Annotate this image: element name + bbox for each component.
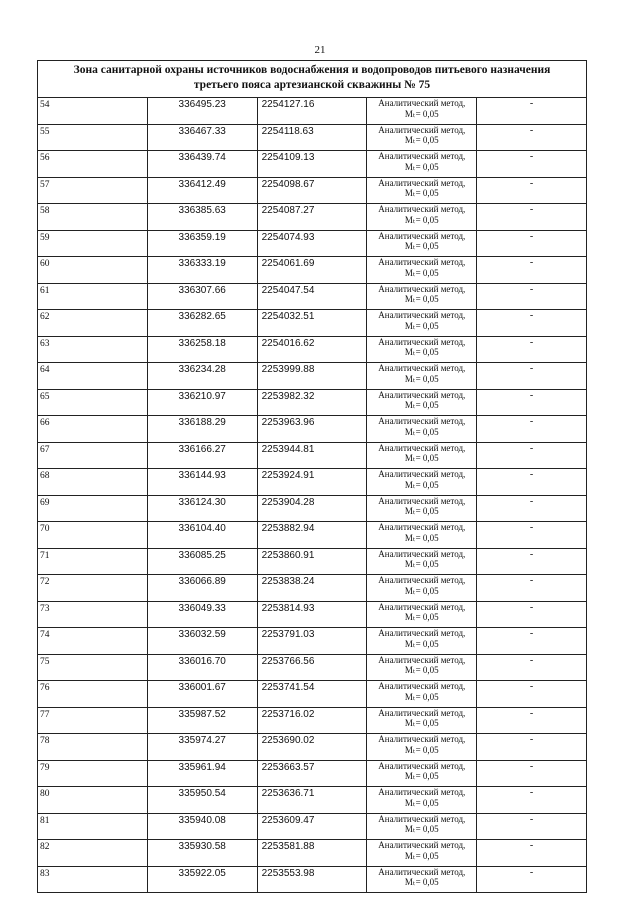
- point-number-cell: 56: [38, 151, 148, 178]
- method-cell: [367, 98, 477, 125]
- table-row: [38, 257, 587, 284]
- method-cell: [367, 601, 477, 628]
- table-row: [38, 813, 587, 840]
- mark-cell: -: [477, 866, 587, 893]
- point-number-cell: 65: [38, 389, 148, 416]
- method-label: Аналитический метод,: [378, 495, 466, 506]
- method-cell: [367, 522, 477, 549]
- point-number-cell: 80: [38, 787, 148, 814]
- table-row: [38, 601, 587, 628]
- mark-cell: -: [477, 628, 587, 655]
- point-number-cell: 60: [38, 257, 148, 284]
- method-cell: [367, 389, 477, 416]
- method-label: Аналитический метод,: [378, 787, 466, 797]
- accuracy-label: Mₜ= 0,05: [404, 294, 439, 304]
- accuracy-label: Mₜ= 0,05: [404, 718, 439, 728]
- y-coordinate-cell: 2253924.91: [257, 469, 367, 496]
- table-row: [38, 681, 587, 708]
- method-cell: [367, 654, 477, 681]
- method-label: Аналитический метод,: [378, 98, 466, 108]
- accuracy-label: Mₜ= 0,05: [404, 373, 439, 384]
- accuracy-label: Mₜ= 0,05: [404, 108, 439, 119]
- point-number-cell: 79: [38, 760, 148, 787]
- method-cell: [367, 495, 477, 522]
- title-line-2: третьего пояса артезианской скважины № 75: [193, 79, 431, 91]
- x-coordinate-cell: 336258.18: [147, 336, 257, 363]
- point-number-cell: 81: [38, 813, 148, 840]
- mark-cell: -: [477, 734, 587, 761]
- method-label: Аналитический метод,: [378, 336, 466, 347]
- x-coordinate-cell: 335961.94: [147, 760, 257, 787]
- mark-cell: -: [477, 522, 587, 549]
- x-coordinate-cell: 335930.58: [147, 840, 257, 867]
- mark-cell: -: [477, 601, 587, 628]
- mark-cell: -: [477, 495, 587, 522]
- mark-cell: -: [477, 283, 587, 310]
- mark-cell: -: [477, 257, 587, 284]
- y-coordinate-cell: 2253814.93: [257, 601, 367, 628]
- point-number-cell: 64: [38, 363, 148, 390]
- y-coordinate-cell: 2253741.54: [257, 681, 367, 708]
- method-label: Аналитический метод,: [378, 363, 466, 373]
- table-row: [38, 363, 587, 390]
- method-cell: [367, 204, 477, 231]
- accuracy-label: Mₜ= 0,05: [404, 267, 439, 278]
- mark-cell: -: [477, 760, 587, 787]
- table-row: [38, 204, 587, 231]
- mark-cell: -: [477, 707, 587, 734]
- x-coordinate-cell: 336210.97: [147, 389, 257, 416]
- accuracy-label: Mₜ= 0,05: [404, 506, 439, 516]
- mark-cell: -: [477, 813, 587, 840]
- table-row: [38, 787, 587, 814]
- method-cell: [367, 787, 477, 814]
- point-number-cell: 82: [38, 840, 148, 867]
- accuracy-label: Mₜ= 0,05: [404, 585, 439, 596]
- accuracy-label: Mₜ= 0,05: [404, 850, 439, 861]
- method-label: Аналитический метод,: [378, 681, 466, 691]
- x-coordinate-cell: 335987.52: [147, 707, 257, 734]
- point-number-cell: 74: [38, 628, 148, 655]
- table-title-row: [38, 61, 587, 98]
- accuracy-label: Mₜ= 0,05: [404, 638, 439, 649]
- y-coordinate-cell: 2254074.93: [257, 230, 367, 257]
- mark-cell: -: [477, 363, 587, 390]
- method-label: Аналитический метод,: [378, 151, 466, 161]
- accuracy-label: Mₜ= 0,05: [404, 320, 439, 331]
- mark-cell: -: [477, 787, 587, 814]
- x-coordinate-cell: 336333.19: [147, 257, 257, 284]
- x-coordinate-cell: 335940.08: [147, 813, 257, 840]
- point-number-cell: 76: [38, 681, 148, 708]
- x-coordinate-cell: 336188.29: [147, 416, 257, 443]
- method-cell: [367, 469, 477, 496]
- method-cell: [367, 283, 477, 310]
- point-number-cell: 83: [38, 866, 148, 893]
- accuracy-label: Mₜ= 0,05: [404, 691, 439, 702]
- mark-cell: -: [477, 416, 587, 443]
- mark-cell: -: [477, 124, 587, 151]
- accuracy-label: Mₜ= 0,05: [404, 347, 439, 357]
- method-label: Аналитический метод,: [378, 469, 466, 479]
- y-coordinate-cell: 2253791.03: [257, 628, 367, 655]
- y-coordinate-cell: 2254087.27: [257, 204, 367, 231]
- point-number-cell: 72: [38, 575, 148, 602]
- table-row: [38, 230, 587, 257]
- table-row: [38, 707, 587, 734]
- table-row: [38, 389, 587, 416]
- point-number-cell: 68: [38, 469, 148, 496]
- point-number-cell: 77: [38, 707, 148, 734]
- accuracy-label: Mₜ= 0,05: [404, 612, 439, 622]
- point-number-cell: 70: [38, 522, 148, 549]
- y-coordinate-cell: 2253904.28: [257, 495, 367, 522]
- table-row: [38, 734, 587, 761]
- accuracy-label: Mₜ= 0,05: [404, 188, 439, 198]
- accuracy-label: Mₜ= 0,05: [404, 214, 439, 225]
- method-label: Аналитический метод,: [378, 283, 466, 294]
- point-number-cell: 75: [38, 654, 148, 681]
- method-cell: [367, 151, 477, 178]
- mark-cell: -: [477, 442, 587, 469]
- method-cell: [367, 442, 477, 469]
- point-number-cell: 58: [38, 204, 148, 231]
- x-coordinate-cell: 335950.54: [147, 787, 257, 814]
- y-coordinate-cell: 2253636.71: [257, 787, 367, 814]
- accuracy-label: Mₜ= 0,05: [404, 877, 439, 887]
- x-coordinate-cell: 336234.28: [147, 363, 257, 390]
- point-number-cell: 54: [38, 98, 148, 125]
- y-coordinate-cell: 2253690.02: [257, 734, 367, 761]
- table-title: [38, 61, 587, 98]
- mark-cell: -: [477, 98, 587, 125]
- table-row: [38, 124, 587, 151]
- method-cell: [367, 230, 477, 257]
- y-coordinate-cell: 2254032.51: [257, 310, 367, 337]
- x-coordinate-cell: 336144.93: [147, 469, 257, 496]
- x-coordinate-cell: 336467.33: [147, 124, 257, 151]
- y-coordinate-cell: 2253963.96: [257, 416, 367, 443]
- mark-cell: -: [477, 230, 587, 257]
- y-coordinate-cell: 2254047.54: [257, 283, 367, 310]
- mark-cell: -: [477, 177, 587, 204]
- x-coordinate-cell: 336385.63: [147, 204, 257, 231]
- y-coordinate-cell: 2253663.57: [257, 760, 367, 787]
- table-row: [38, 469, 587, 496]
- method-cell: [367, 548, 477, 575]
- accuracy-label: Mₜ= 0,05: [404, 479, 439, 490]
- method-cell: [367, 336, 477, 363]
- y-coordinate-cell: 2254109.13: [257, 151, 367, 178]
- method-label: Аналитический метод,: [378, 601, 466, 612]
- y-coordinate-cell: 2254061.69: [257, 257, 367, 284]
- table-row: [38, 548, 587, 575]
- method-label: Аналитический метод,: [378, 177, 466, 188]
- method-label: Аналитический метод,: [378, 813, 466, 824]
- method-label: Аналитический метод,: [378, 575, 466, 585]
- mark-cell: -: [477, 389, 587, 416]
- table-row: [38, 840, 587, 867]
- point-number-cell: 67: [38, 442, 148, 469]
- table-row: [38, 283, 587, 310]
- y-coordinate-cell: 2254098.67: [257, 177, 367, 204]
- x-coordinate-cell: 335974.27: [147, 734, 257, 761]
- point-number-cell: 59: [38, 230, 148, 257]
- y-coordinate-cell: 2254127.16: [257, 98, 367, 125]
- method-label: Аналитический метод,: [378, 707, 466, 718]
- table-row: [38, 495, 587, 522]
- y-coordinate-cell: 2253766.56: [257, 654, 367, 681]
- x-coordinate-cell: 336001.67: [147, 681, 257, 708]
- method-cell: [367, 628, 477, 655]
- method-cell: [367, 734, 477, 761]
- point-number-cell: 55: [38, 124, 148, 151]
- point-number-cell: 63: [38, 336, 148, 363]
- x-coordinate-cell: 336439.74: [147, 151, 257, 178]
- method-label: Аналитический метод,: [378, 866, 466, 877]
- method-cell: [367, 124, 477, 151]
- table-row: [38, 442, 587, 469]
- accuracy-label: Mₜ= 0,05: [404, 744, 439, 755]
- method-cell: [367, 575, 477, 602]
- method-label: Аналитический метод,: [378, 442, 466, 453]
- coordinates-table: [37, 60, 587, 893]
- y-coordinate-cell: 2253609.47: [257, 813, 367, 840]
- table-row: [38, 310, 587, 337]
- accuracy-label: Mₜ= 0,05: [404, 824, 439, 834]
- point-number-cell: 78: [38, 734, 148, 761]
- x-coordinate-cell: 336085.25: [147, 548, 257, 575]
- mark-cell: -: [477, 575, 587, 602]
- table-row: [38, 416, 587, 443]
- x-coordinate-cell: 336049.33: [147, 601, 257, 628]
- method-label: Аналитический метод,: [378, 124, 466, 135]
- point-number-cell: 61: [38, 283, 148, 310]
- accuracy-label: Mₜ= 0,05: [404, 241, 439, 251]
- mark-cell: -: [477, 840, 587, 867]
- method-label: Аналитический метод,: [378, 760, 466, 771]
- mark-cell: -: [477, 654, 587, 681]
- accuracy-label: Mₜ= 0,05: [404, 771, 439, 781]
- method-label: Аналитический метод,: [378, 628, 466, 638]
- table-row: [38, 760, 587, 787]
- accuracy-label: Mₜ= 0,05: [404, 453, 439, 463]
- y-coordinate-cell: 2253999.88: [257, 363, 367, 390]
- mark-cell: -: [477, 469, 587, 496]
- method-cell: [367, 416, 477, 443]
- point-number-cell: 73: [38, 601, 148, 628]
- accuracy-label: Mₜ= 0,05: [404, 400, 439, 410]
- y-coordinate-cell: 2253581.88: [257, 840, 367, 867]
- method-cell: [367, 866, 477, 893]
- y-coordinate-cell: 2253553.98: [257, 866, 367, 893]
- x-coordinate-cell: 336066.89: [147, 575, 257, 602]
- table-row: [38, 522, 587, 549]
- method-cell: [367, 840, 477, 867]
- x-coordinate-cell: 336016.70: [147, 654, 257, 681]
- y-coordinate-cell: 2254118.63: [257, 124, 367, 151]
- y-coordinate-cell: 2253838.24: [257, 575, 367, 602]
- method-label: Аналитический метод,: [378, 654, 466, 665]
- method-label: Аналитический метод,: [378, 310, 466, 320]
- accuracy-label: Mₜ= 0,05: [404, 426, 439, 437]
- table-row: [38, 336, 587, 363]
- x-coordinate-cell: 336166.27: [147, 442, 257, 469]
- x-coordinate-cell: 336124.30: [147, 495, 257, 522]
- method-cell: [367, 760, 477, 787]
- x-coordinate-cell: 336412.49: [147, 177, 257, 204]
- method-cell: [367, 681, 477, 708]
- x-coordinate-cell: 336495.23: [147, 98, 257, 125]
- mark-cell: -: [477, 204, 587, 231]
- method-cell: [367, 257, 477, 284]
- accuracy-label: Mₜ= 0,05: [404, 797, 439, 808]
- mark-cell: -: [477, 310, 587, 337]
- method-label: Аналитический метод,: [378, 734, 466, 744]
- table-row: [38, 575, 587, 602]
- method-cell: [367, 363, 477, 390]
- method-label: Аналитический метод,: [378, 230, 466, 241]
- mark-cell: -: [477, 681, 587, 708]
- method-label: Аналитический метод,: [378, 257, 466, 267]
- y-coordinate-cell: 2253716.02: [257, 707, 367, 734]
- x-coordinate-cell: 336032.59: [147, 628, 257, 655]
- table-body: [38, 61, 587, 893]
- mark-cell: -: [477, 548, 587, 575]
- y-coordinate-cell: 2253882.94: [257, 522, 367, 549]
- point-number-cell: 69: [38, 495, 148, 522]
- mark-cell: -: [477, 151, 587, 178]
- x-coordinate-cell: 336359.19: [147, 230, 257, 257]
- x-coordinate-cell: 336282.65: [147, 310, 257, 337]
- method-cell: [367, 707, 477, 734]
- y-coordinate-cell: 2253982.32: [257, 389, 367, 416]
- x-coordinate-cell: 336307.66: [147, 283, 257, 310]
- method-label: Аналитический метод,: [378, 389, 466, 400]
- y-coordinate-cell: 2253944.81: [257, 442, 367, 469]
- table-row: [38, 628, 587, 655]
- table-row: [38, 177, 587, 204]
- method-cell: [367, 813, 477, 840]
- method-label: Аналитический метод,: [378, 522, 466, 532]
- accuracy-label: Mₜ= 0,05: [404, 135, 439, 145]
- y-coordinate-cell: 2253860.91: [257, 548, 367, 575]
- table-row: [38, 866, 587, 893]
- point-number-cell: 62: [38, 310, 148, 337]
- y-coordinate-cell: 2254016.62: [257, 336, 367, 363]
- title-line-1: Зона санитарной охраны источников водоснабжения и водопроводов питьевого назначения: [73, 64, 551, 76]
- table-row: [38, 654, 587, 681]
- method-cell: [367, 177, 477, 204]
- point-number-cell: 66: [38, 416, 148, 443]
- method-cell: [367, 310, 477, 337]
- accuracy-label: Mₜ= 0,05: [404, 559, 439, 569]
- point-number-cell: 71: [38, 548, 148, 575]
- accuracy-label: Mₜ= 0,05: [404, 532, 439, 543]
- accuracy-label: Mₜ= 0,05: [404, 665, 439, 675]
- method-label: Аналитический метод,: [378, 416, 466, 426]
- x-coordinate-cell: 335922.05: [147, 866, 257, 893]
- point-number-cell: 57: [38, 177, 148, 204]
- accuracy-label: Mₜ= 0,05: [404, 161, 439, 172]
- table-row: [38, 151, 587, 178]
- method-label: Аналитический метод,: [378, 204, 466, 214]
- page-number: 21: [314, 44, 326, 56]
- method-label: Аналитический метод,: [378, 840, 466, 850]
- mark-cell: -: [477, 336, 587, 363]
- table-row: [38, 98, 587, 125]
- x-coordinate-cell: 336104.40: [147, 522, 257, 549]
- method-label: Аналитический метод,: [378, 548, 466, 559]
